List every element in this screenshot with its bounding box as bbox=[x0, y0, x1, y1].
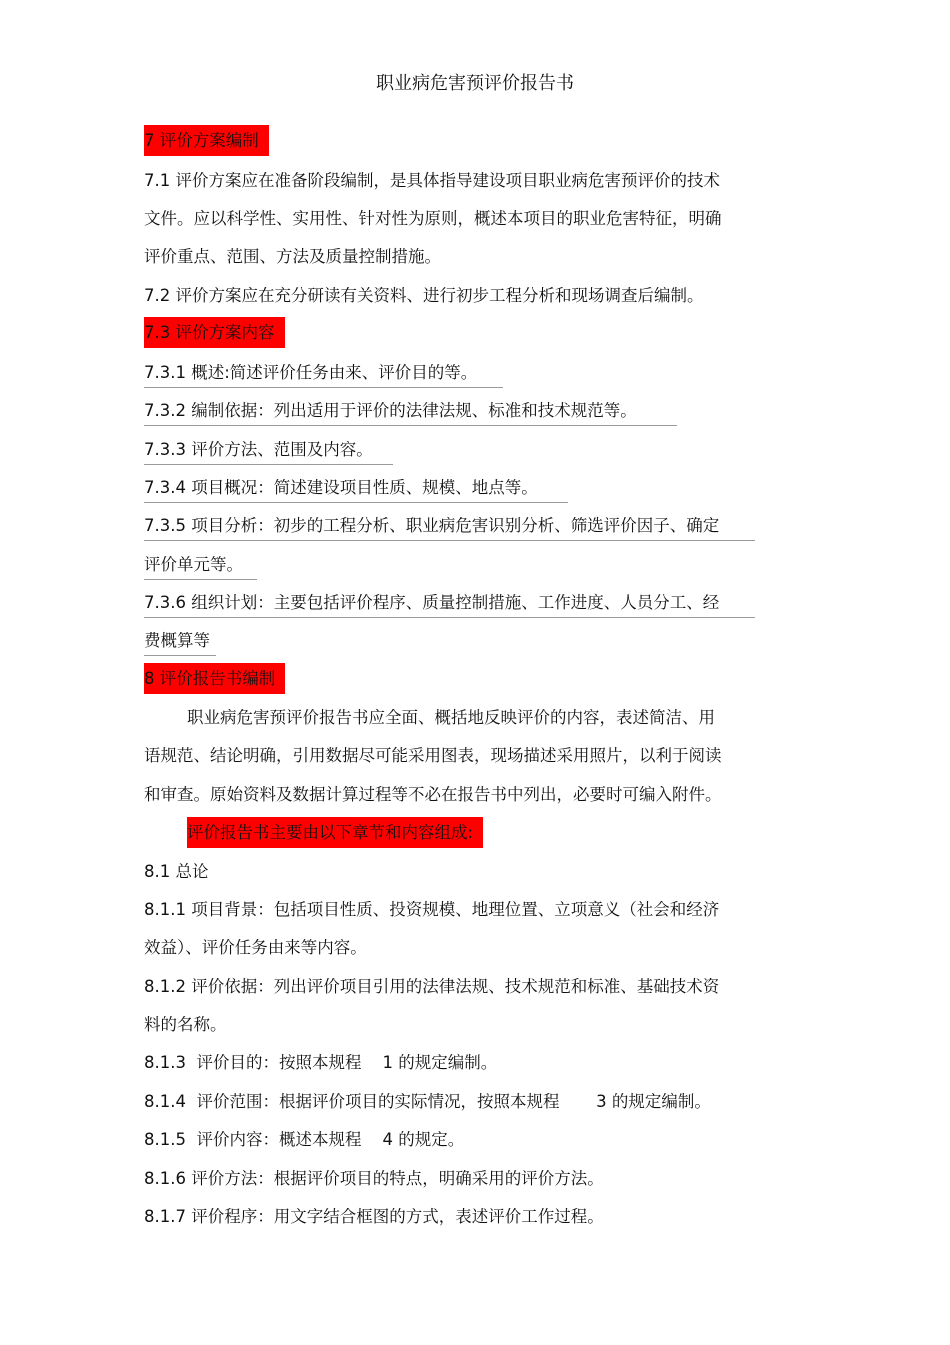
item-8-1-5: 8.1.5 评价内容：概述本规程 4 的规定。 bbox=[144, 1130, 465, 1149]
item-8-1-2-line-1: 8.1.2 评价依据：列出评价项目引用的法律法规、技术规范和标准、基础技术资 bbox=[144, 977, 720, 996]
item-8-1-1-line-2: 效益）、评价任务由来等内容。 bbox=[144, 938, 367, 957]
para-8-line-1: 职业病危害预评价报告书应全面、概括地反映评价的内容，表述简洁、用 bbox=[187, 708, 715, 727]
item-7-3-6-line-2: 费概算等 bbox=[144, 628, 216, 656]
para-7-1-line-3: 评价重点、范围、方法及质量控制措施。 bbox=[144, 247, 441, 266]
item-7-3-3: 7.3.3 评价方法、范围及内容。 bbox=[144, 437, 393, 465]
para-7-2: 7.2 评价方案应在充分研读有关资料、进行初步工程分析和现场调查后编制。 bbox=[144, 286, 704, 305]
item-8-1-6: 8.1.6 评价方法：根据评价项目的特点，明确采用的评价方法。 bbox=[144, 1169, 604, 1188]
section-8-heading: 8 评价报告书编制 bbox=[144, 666, 285, 692]
item-8-1-2-line-2: 料的名称。 bbox=[144, 1015, 227, 1034]
section-7-3-heading: 7.3 评价方案内容 bbox=[144, 320, 285, 346]
item-7-3-1: 7.3.1 概述:简述评价任务由来、评价目的等。 bbox=[144, 360, 503, 388]
section-7-heading: 7 评价方案编制 bbox=[144, 128, 269, 154]
page-title: 职业病危害预评价报告书 bbox=[376, 73, 574, 94]
item-7-3-5-line-1: 7.3.5 项目分析：初步的工程分析、职业病危害识别分析、筛选评价因子、确定 bbox=[144, 513, 755, 541]
item-7-3-5-line-2: 评价单元等。 bbox=[144, 552, 257, 580]
para-8-line-2: 语规范、结论明确，引用数据尽可能采用图表，现场描述采用照片，以利于阅读 bbox=[144, 746, 722, 765]
item-8-1-3: 8.1.3 评价目的：按照本规程 1 的规定编制。 bbox=[144, 1053, 498, 1072]
item-7-3-4: 7.3.4 项目概况：简述建设项目性质、规模、地点等。 bbox=[144, 475, 568, 503]
item-8-1-1-line-1: 8.1.1 项目背景：包括项目性质、投资规模、地理位置、立项意义（社会和经济 bbox=[144, 900, 720, 919]
item-7-3-6-line-1: 7.3.6 组织计划：主要包括评价程序、质量控制措施、工作进度、人员分工、经 bbox=[144, 590, 755, 618]
report-composition-note: 评价报告书主要由以下章节和内容组成: bbox=[187, 820, 483, 846]
item-8-1-7: 8.1.7 评价程序：用文字结合框图的方式，表述评价工作过程。 bbox=[144, 1207, 604, 1226]
section-8-1-heading: 8.1 总论 bbox=[144, 862, 209, 881]
item-8-1-4: 8.1.4 评价范围：根据评价项目的实际情况，按照本规程 3 的规定编制。 bbox=[144, 1092, 711, 1111]
item-7-3-2: 7.3.2 编制依据：列出适用于评价的法律法规、标准和技术规范等。 bbox=[144, 398, 677, 426]
para-8-line-3: 和审查。原始资料及数据计算过程等不必在报告书中列出，必要时可编入附件。 bbox=[144, 785, 722, 804]
para-7-1-line-1: 7.1 评价方案应在准备阶段编制，是具体指导建设项目职业病危害预评价的技术 bbox=[144, 171, 720, 190]
para-7-1-line-2: 文件。应以科学性、实用性、针对性为原则，概述本项目的职业危害特征，明确 bbox=[144, 209, 722, 228]
